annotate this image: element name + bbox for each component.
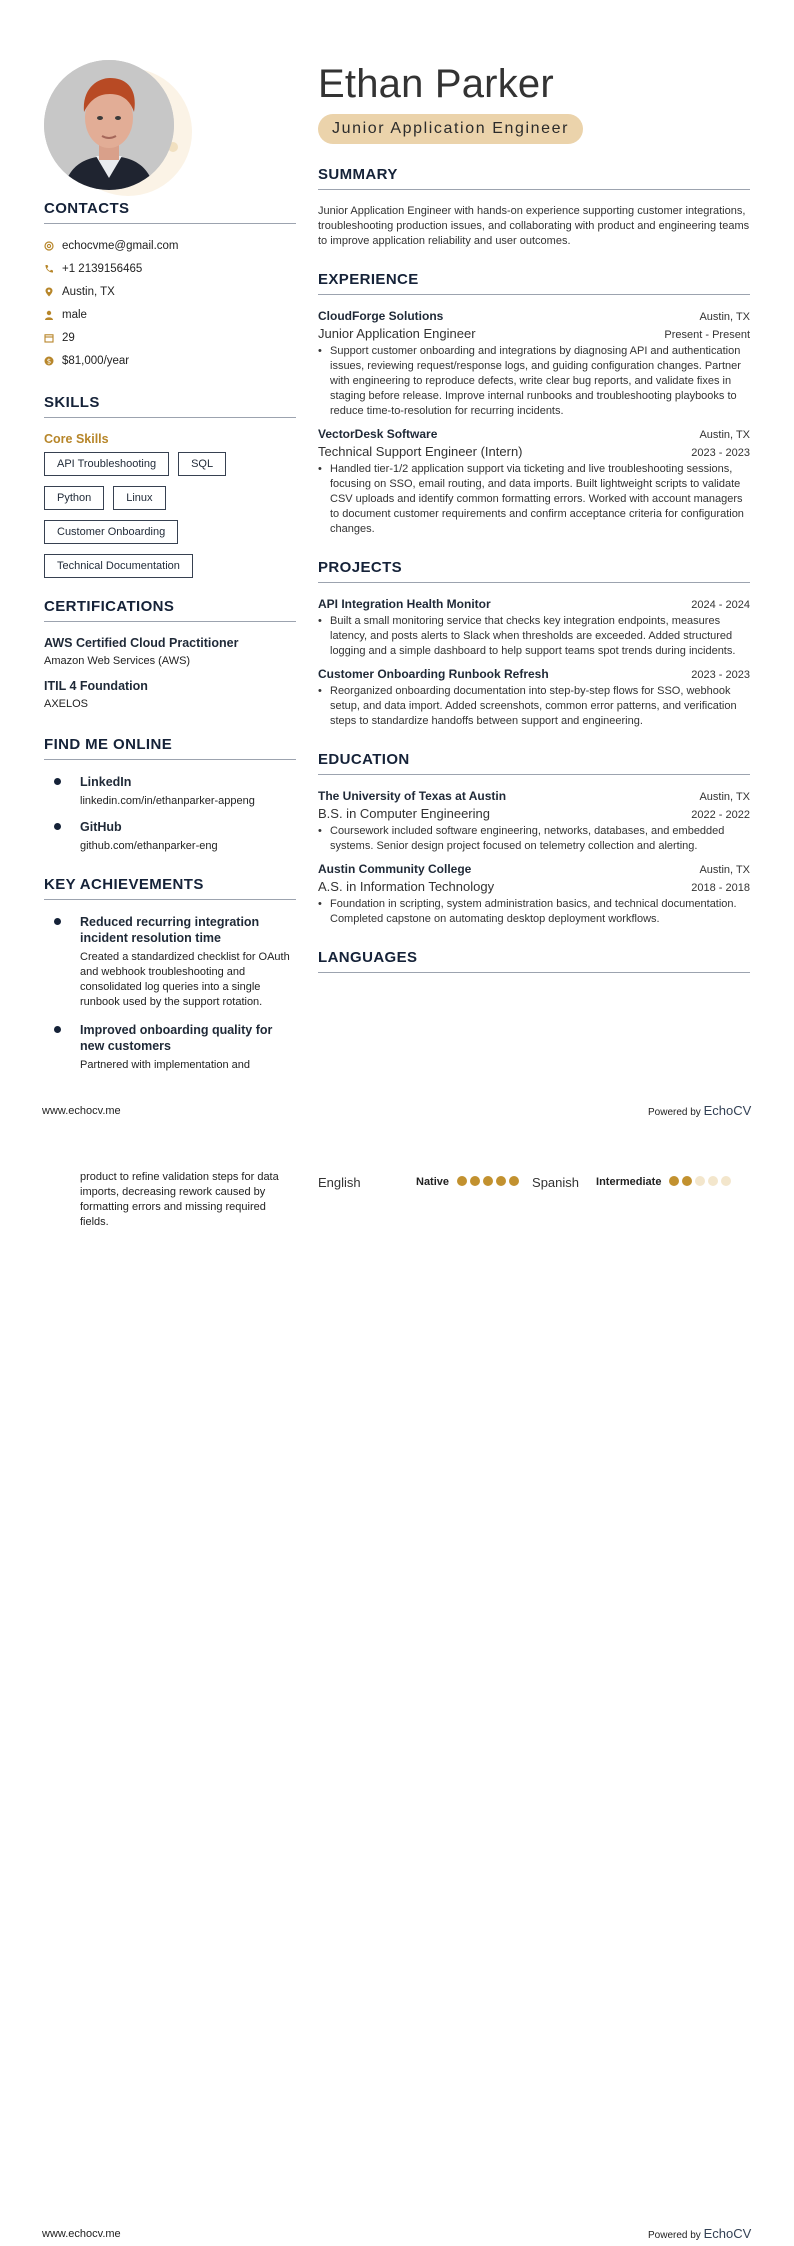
rating-dot [682,1176,692,1186]
language-rating [669,1173,734,1191]
rating-dot [457,1176,467,1186]
school-name: Austin Community College [318,862,472,876]
education-heading: EDUCATION [318,751,750,775]
rating-dot [496,1176,506,1186]
projects-heading: PROJECTS [318,559,750,583]
phone-icon [44,264,62,274]
skill-chip: Python [44,486,104,510]
education-description-text: • Foundation in scripting, system administration basics, and technical documentation. Completed capstone on automating desktop deployment workflows. [318,897,750,927]
employer-location: Austin, TX [699,311,750,323]
certification-name: AWS Certified Cloud Practitioner [44,636,239,650]
location-pin-icon [44,287,62,297]
summary-heading: SUMMARY [318,166,750,190]
brand-name: EchoCV [703,2226,752,2241]
language-name: Spanish [532,1174,580,1190]
salary-icon [44,356,62,366]
contact-list [44,234,296,372]
certification-issuer: Amazon Web Services (AWS) [44,655,191,667]
experience-item [318,427,750,537]
footer-site[interactable]: www.echocv.me [42,2228,121,2240]
skills-group-label: Core Skills [44,432,109,446]
degree-name: A.S. in Information Technology [318,879,495,894]
resume-page-2 [0,1123,794,2246]
certification-item [44,679,296,710]
school-location: Austin, TX [699,791,750,803]
online-profile-link[interactable]: github.com/ethanparker-eng [80,840,218,852]
contact-salary-value: $81,000/year [62,354,130,367]
key-achievements-heading: KEY ACHIEVEMENTS [44,876,296,900]
achievement-description: Created a standardized checklist for OAuth and webhook troubleshooting and consolidated log queries into a single runbook used by the support rotation. [80,951,290,1008]
certification-item [44,636,296,667]
achievement-title: Improved onboarding quality for new customers [80,1023,273,1053]
skill-chip: SQL [178,452,226,476]
bullet-dot [54,778,61,785]
powered-by-label: Powered by [648,1107,701,1118]
contact-age [44,326,296,349]
rating-dot [708,1176,718,1186]
education-item [318,789,750,854]
employer-location: Austin, TX [699,429,750,441]
summary-text: Junior Application Engineer with hands-on experience supporting customer integrations, troubleshooting production issues, and collaborating with product and engineering teams to improve application reliability and user outcomes. [318,205,750,247]
job-role: Technical Support Engineer (Intern) [318,444,523,459]
project-description [318,614,750,659]
contact-phone [44,257,296,280]
certifications-heading: CERTIFICATIONS [44,598,296,622]
powered-by-label: Powered by [648,2230,701,2241]
contact-gender-value: male [62,308,87,321]
skills-heading: SKILLS [44,394,296,418]
bullet-dot [54,823,61,830]
employer-name: CloudForge Solutions [318,309,444,323]
job-dates: Present - Present [664,329,750,341]
languages-heading: LANGUAGES [318,949,750,973]
school-location: Austin, TX [699,864,750,876]
achievement-title: Reduced recurring integration incident resolution time [80,915,260,945]
language-level: Native [416,1176,450,1188]
contact-location [44,280,296,303]
bullet-dot [54,918,61,925]
candidate-name: Ethan Parker [318,62,554,106]
job-description [318,344,750,419]
certification-issuer: AXELOS [44,698,89,710]
rating-dot [721,1176,731,1186]
rating-dot [470,1176,480,1186]
project-name: Customer Onboarding Runbook Refresh [318,667,549,681]
footer-site[interactable]: www.echocv.me [42,1105,121,1117]
experience-heading: EXPERIENCE [318,271,750,295]
at-icon [44,241,62,251]
calendar-icon [44,333,62,343]
find-me-online-heading: FIND ME ONLINE [44,736,296,760]
contact-email-value[interactable]: echocvme@gmail.com [62,239,179,252]
rating-dot [483,1176,493,1186]
project-description-text: • Built a small monitoring service that checks key integration endpoints, measures latency, and posts alerts to Slack when thresholds are exceeded. Added structured logging and a simple dashboard to help support teams spot trends during incidents. [318,614,750,659]
skills-chip-list [44,452,296,588]
right-column [318,62,750,973]
experience-item [318,309,750,419]
bullet-dot [54,1026,61,1033]
education-description-text: • Coursework included software engineering, networks, databases, and embedded systems. Senior design project focused on telemetry collection and alerting. [318,824,750,854]
rating-dot [669,1176,679,1186]
online-profile-link[interactable]: linkedin.com/in/ethanparker-appeng [80,795,255,807]
footer-powered-by [648,1103,751,1118]
online-profile-label: LinkedIn [80,775,132,789]
project-dates: 2024 - 2024 [691,599,750,611]
avatar [44,60,174,190]
contact-salary [44,349,296,372]
brand-name: EchoCV [703,1103,752,1118]
project-description-text: • Reorganized onboarding documentation into step-by-step flows for SSO, webhook setup, and data import. Added screenshots, common error patterns, and verification steps to standardize handoffs between support and engineering. [318,684,750,729]
rating-dot [509,1176,519,1186]
languages-list [318,1173,750,1191]
language-rating [457,1173,522,1191]
language-level: Intermediate [596,1176,662,1188]
contact-phone-value[interactable]: +1 2139156465 [62,262,143,275]
online-profile-github [44,819,296,854]
achievement-description-continued: product to refine validation steps for data imports, decreasing rework caused by formatting errors and missing required fields. [80,1171,279,1228]
online-profile-linkedin [44,774,296,809]
project-description [318,684,750,729]
school-name: The University of Texas at Austin [318,789,507,803]
svg-text:$: $ [46,357,52,366]
project-dates: 2023 - 2023 [691,669,750,681]
language-item [318,1173,750,1191]
skill-chip: Linux [113,486,165,510]
education-description [318,897,750,927]
person-icon [44,310,62,320]
achievement-continuation [80,1166,296,1230]
project-item [318,667,750,729]
degree-name: B.S. in Computer Engineering [318,806,490,821]
education-dates: 2018 - 2018 [691,882,750,894]
job-title-badge: Junior Application Engineer [318,114,583,144]
language-name: English [318,1174,361,1190]
achievement-item [44,914,296,1010]
education-item [318,862,750,927]
skill-chip: API Troubleshooting [44,452,169,476]
job-description-text: • Support customer onboarding and integrations by diagnosing API and authentication issues, reviewing request/response logs, and guiding configuration changes. Partner with engineering to reproduce defects, write clear bug reports, and validate fixes in staging before release. Improve internal runbooks and troubleshooting playbooks to reduce time-to-resolution for recurring incidents. [318,344,750,419]
online-profile-label: GitHub [80,820,122,834]
footer-powered-by [648,2226,751,2241]
contact-age-value: 29 [62,331,75,344]
education-description [318,824,750,854]
job-role: Junior Application Engineer [318,326,476,341]
skill-chip: Customer Onboarding [44,520,178,544]
contact-gender [44,303,296,326]
left-column [44,200,296,1073]
contacts-heading: CONTACTS [44,200,296,224]
employer-name: VectorDesk Software [318,427,438,441]
contact-location-value: Austin, TX [62,285,115,298]
job-description-text: • Handled tier-1/2 application support via ticketing and live troubleshooting sessions, focusing on SSO, email routing, and data imports. Built lightweight scripts to validate CSV uploads and identify common formatting errors. Worked with account managers to document customer requirements and confirm acceptance criteria for configuration changes. [318,462,750,537]
rating-dot [695,1176,705,1186]
skill-chip: Technical Documentation [44,554,193,578]
profile-photo [44,60,184,200]
certification-name: ITIL 4 Foundation [44,679,148,693]
contact-email [44,234,296,257]
job-dates: 2023 - 2023 [691,447,750,459]
project-item [318,597,750,659]
achievement-description: Partnered with implementation and [80,1059,250,1071]
job-description [318,462,750,537]
achievement-item [44,1022,296,1073]
project-name: API Integration Health Monitor [318,597,491,611]
education-dates: 2022 - 2022 [691,809,750,821]
